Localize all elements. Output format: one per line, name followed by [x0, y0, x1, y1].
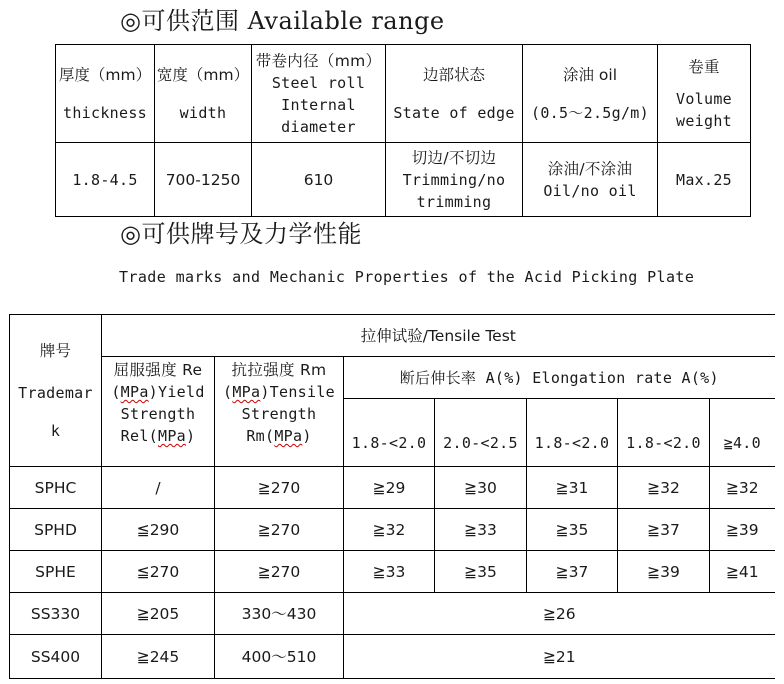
weight-value: Max.25 — [658, 143, 751, 217]
tensile-header-line2: Tensile — [269, 383, 335, 401]
props-header-row-2 — [10, 357, 775, 399]
edge-value-en-2: trimming — [416, 192, 492, 211]
range-header-2: 1.8-<2.0 — [527, 399, 618, 467]
yield-strength-header: 屈服强度 Re (MPa)Yield Strength Rel(MPa) — [102, 357, 215, 467]
mechanical-properties-table — [9, 314, 775, 679]
inner-diameter-header — [252, 45, 386, 143]
thickness-header — [56, 45, 155, 143]
oil-value-en: Oil/no oil — [543, 181, 637, 200]
elongation-cell: ≧32 — [344, 509, 435, 551]
inner-diameter-header-cn: 带卷内径（mm） — [255, 51, 382, 70]
yield-header-line1: 屈服强度 Re — [113, 361, 203, 379]
yield-header-mpa: MPa — [120, 383, 149, 401]
elongation-cell: ≧32 — [618, 467, 710, 509]
table-row — [10, 467, 775, 509]
tensile-header-mpa: MPa — [232, 383, 261, 401]
oil-header-en: (0.5～2.5g/m) — [531, 103, 649, 122]
elongation-cell: ≧39 — [618, 551, 710, 593]
elongation-cell: ≧29 — [344, 467, 435, 509]
weight-header-en-1: Volume — [676, 89, 732, 108]
tensile-header-line3: Strength — [241, 405, 317, 423]
yield-cell: ≦290 — [102, 509, 215, 551]
grade-cell: SS330 — [10, 593, 102, 635]
trademark-header-en-2: k — [50, 421, 61, 440]
elongation-cell: ≧41 — [710, 551, 775, 593]
tensile-strength-header: 抗拉强度 Rm (MPa)Tensile Strength Rm(MPa) — [215, 357, 344, 467]
range-header-1: 2.0-<2.5 — [435, 399, 527, 467]
range-header-3: 1.8-<2.0 — [618, 399, 710, 467]
trade-marks-heading-en: Trade marks and Mechanic Properties of the Acid Picking Plate — [119, 268, 695, 286]
table-row — [10, 635, 775, 679]
grade-cell: SPHC — [10, 467, 102, 509]
elongation-cell: ≧33 — [344, 551, 435, 593]
table-row — [10, 593, 775, 635]
inner-diameter-header-en-1: Steel roll — [271, 73, 366, 92]
elongation-cell: ≧39 — [710, 509, 775, 551]
oil-value-cn: 涂油/不涂油 — [547, 159, 633, 178]
yield-header-line4-mpa: MPa — [157, 427, 186, 445]
tensile-header-line4-mpa: MPa — [274, 427, 303, 445]
inner-diameter-header-en-2: Internal — [281, 95, 356, 114]
elongation-merged-cell: ≧21 — [344, 635, 775, 679]
elongation-cell: ≧32 — [710, 467, 775, 509]
edge-value-cn: 切边/不切边 — [411, 148, 497, 167]
yield-cell: / — [102, 467, 215, 509]
available-range-table — [55, 44, 751, 217]
trademark-header-en-1: Trademar — [18, 383, 93, 402]
elongation-cell: ≧37 — [618, 509, 710, 551]
weight-header-en-2: weight — [676, 111, 732, 130]
yield-header-line3: Strength — [120, 405, 196, 423]
oil-header-cn: 涂油 oil — [562, 65, 618, 84]
oil-value — [523, 143, 658, 217]
inner-diameter-value: 610 — [252, 143, 386, 217]
yield-cell: ≧205 — [102, 593, 215, 635]
width-header-en: width — [179, 103, 227, 122]
yield-header-line4: Rel( — [120, 427, 158, 445]
available-range-heading: ◎可供范围 Available range — [120, 7, 445, 35]
yield-cell: ≧245 — [102, 635, 215, 679]
edge-header-cn: 边部状态 — [422, 65, 485, 84]
yield-cell: ≦270 — [102, 551, 215, 593]
elongation-cell: ≧37 — [527, 551, 618, 593]
width-header — [155, 45, 252, 143]
weight-header — [658, 45, 751, 143]
width-value: 700-1250 — [155, 143, 252, 217]
table-row — [10, 509, 775, 551]
range-header-0: 1.8-<2.0 — [344, 399, 435, 467]
edge-value — [386, 143, 523, 217]
elongation-cell: ≧35 — [527, 509, 618, 551]
elongation-cell: ≧35 — [435, 551, 527, 593]
trademark-header — [10, 315, 102, 467]
yield-header-line2: Yield — [158, 383, 205, 401]
tensile-cell: 330～430 — [215, 593, 344, 635]
elongation-cell: ≧33 — [435, 509, 527, 551]
weight-header-cn: 卷重 — [688, 57, 720, 76]
oil-header — [523, 45, 658, 143]
tensile-cell: ≧270 — [215, 509, 344, 551]
range-header-4: ≧4.0 — [710, 399, 775, 467]
tensile-cell: ≧270 — [215, 551, 344, 593]
trade-marks-heading-cn: ◎可供牌号及力学性能 — [120, 220, 362, 248]
grade-cell: SPHE — [10, 551, 102, 593]
elongation-cell: ≧31 — [527, 467, 618, 509]
table-row — [10, 551, 775, 593]
edge-header-en: State of edge — [393, 103, 515, 122]
tensile-header-line4: Rm( — [246, 427, 275, 445]
tensile-header-line1: 抗拉强度 Rm — [231, 361, 327, 379]
tensile-cell: ≧270 — [215, 467, 344, 509]
props-header-row-1 — [10, 315, 775, 357]
thickness-header-en: thickness — [63, 103, 147, 122]
edge-header — [386, 45, 523, 143]
trademark-header-cn: 牌号 — [39, 341, 72, 360]
width-header-cn: 宽度（mm） — [156, 65, 250, 84]
edge-value-en-1: Trimming/no — [402, 170, 506, 189]
thickness-value: 1.8-4.5 — [56, 143, 155, 217]
grade-cell: SS400 — [10, 635, 102, 679]
inner-diameter-header-en-3: diameter — [281, 117, 356, 136]
tensile-cell: 400～510 — [215, 635, 344, 679]
range-value-row — [56, 143, 751, 217]
grade-cell: SPHD — [10, 509, 102, 551]
tensile-test-header: 拉伸试验/Tensile Test — [102, 315, 775, 357]
thickness-header-cn: 厚度（mm） — [58, 65, 152, 84]
elongation-merged-cell: ≧26 — [344, 593, 775, 635]
elongation-cell: ≧30 — [435, 467, 527, 509]
elongation-header: 断后伸长率 A(%) Elongation rate A(%) — [344, 357, 775, 399]
range-header-row — [56, 45, 751, 143]
